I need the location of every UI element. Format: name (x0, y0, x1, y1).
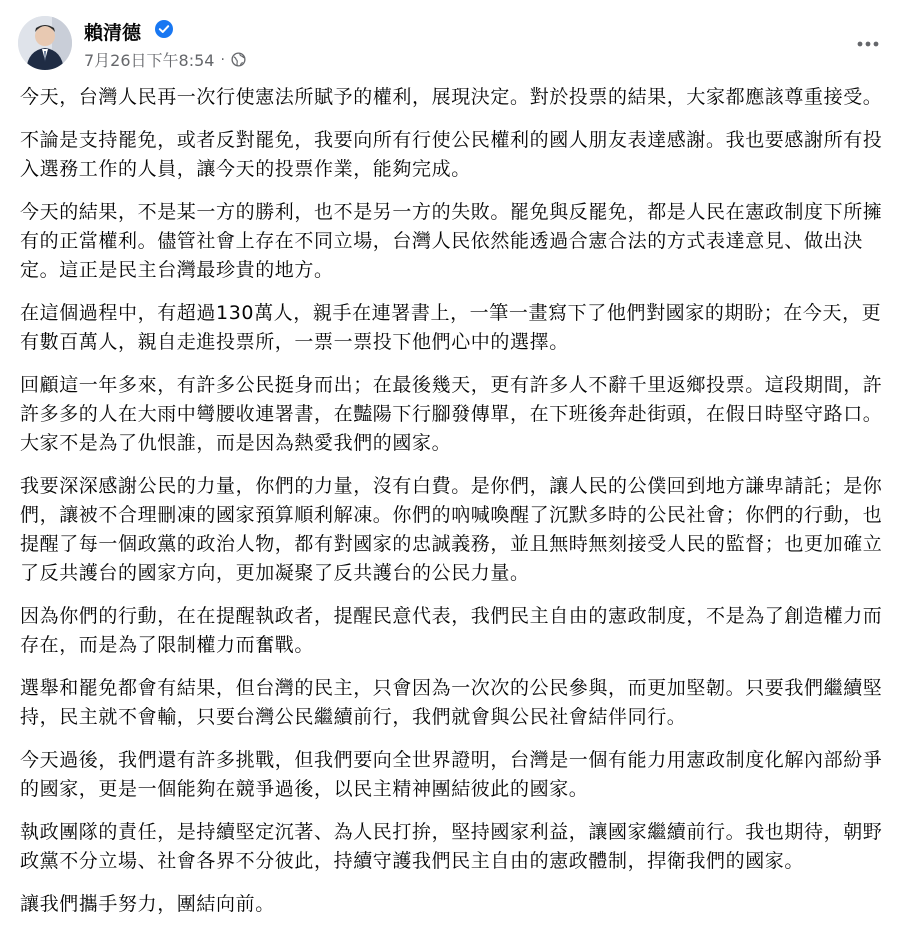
more-options-button[interactable] (850, 26, 886, 62)
meta-separator: · (220, 51, 225, 68)
post-meta (84, 48, 246, 71)
post-paragraph: 讓我們攜手努力，團結向前。 (20, 893, 275, 915)
avatar-photo (18, 16, 72, 70)
post-paragraph: 執政團隊的責任，是持續堅定沉著、為人民打拚，堅持國家利益，讓國家繼續前行。我也期待，朝野政黨不分立場、社會各界不分彼此，持續守護我們民主自由的憲政體制，捍衛我們的國家。 (20, 821, 883, 872)
post-paragraph: 今天，台灣人民再一次行使憲法所賦予的權利，展現決定。對於投票的結果，大家都應該尊重接受。 (20, 86, 883, 108)
post-body (20, 83, 896, 933)
post-paragraph: 選舉和罷免都會有結果，但台灣的民主，只會因為一次次的公民參與，而更加堅韌。只要我們繼續堅持，民主就不會輸，只要台灣公民繼續前行，我們就會與公民社會結伴同行。 (20, 677, 883, 728)
post-paragraph: 回顧這一年多來，有許多公民挺身而出；在最後幾天，更有許多人不辭千里返鄉投票。這段期間，許許多多的人在大雨中彎腰收連署書，在豔陽下行腳發傳單，在下班後奔赴街頭，在假日時堅守路口。大家不是為了仇恨誰，而是因為熱愛我們的國家。 (20, 374, 883, 454)
author-avatar[interactable] (18, 16, 72, 70)
post-timestamp[interactable]: 7月26日下午8:54 (84, 51, 215, 70)
globe-icon[interactable] (231, 52, 246, 67)
author-name[interactable]: 賴清德 (84, 22, 142, 44)
post-paragraph: 今天的結果，不是某一方的勝利，也不是另一方的失敗。罷免與反罷免，都是人民在憲政制度下所擁有的正當權利。儘管社會上存在不同立場，台灣人民依然能透過合憲合法的方式表達意見、做出決定。這正是民主台灣最珍貴的地方。 (20, 201, 883, 281)
post-header (18, 16, 894, 72)
more-options-icon (857, 41, 879, 47)
post-paragraph: 不論是支持罷免，或者反對罷免，我要向所有行使公民權利的國人朋友表達感謝。我也要感謝所有投入選務工作的人員，讓今天的投票作業，能夠完成。 (20, 129, 883, 180)
post-paragraph: 在這個過程中，有超過130萬人，親手在連署書上，一筆一畫寫下了他們對國家的期盼；在今天，更有數百萬人，親自走進投票所，一票一票投下他們心中的選擇。 (20, 302, 882, 353)
post-paragraph: 因為你們的行動，在在提醒執政者，提醒民意代表，我們民主自由的憲政制度，不是為了創造權力而存在，而是為了限制權力而奮戰。 (20, 605, 883, 656)
verified-badge-icon (154, 19, 174, 39)
post-paragraph: 今天過後，我們還有許多挑戰，但我們要向全世界證明，台灣是一個有能力用憲政制度化解內部紛爭的國家，更是一個能夠在競爭過後，以民主精神團結彼此的國家。 (20, 749, 883, 800)
post-paragraph: 我要深深感謝公民的力量，你們的力量，沒有白費。是你們，讓人民的公僕回到地方謙卑請託；是你們，讓被不合理刪凍的國家預算順利解凍。你們的吶喊喚醒了沉默多時的公民社會；你們的行動，也提醒了每一個政黨的政治人物，都有對國家的忠誠義務，並且無時無刻接受人民的監督；也更加確立了反共護台的國家方向，更加凝聚了反共護台的公民力量。 (20, 475, 883, 584)
